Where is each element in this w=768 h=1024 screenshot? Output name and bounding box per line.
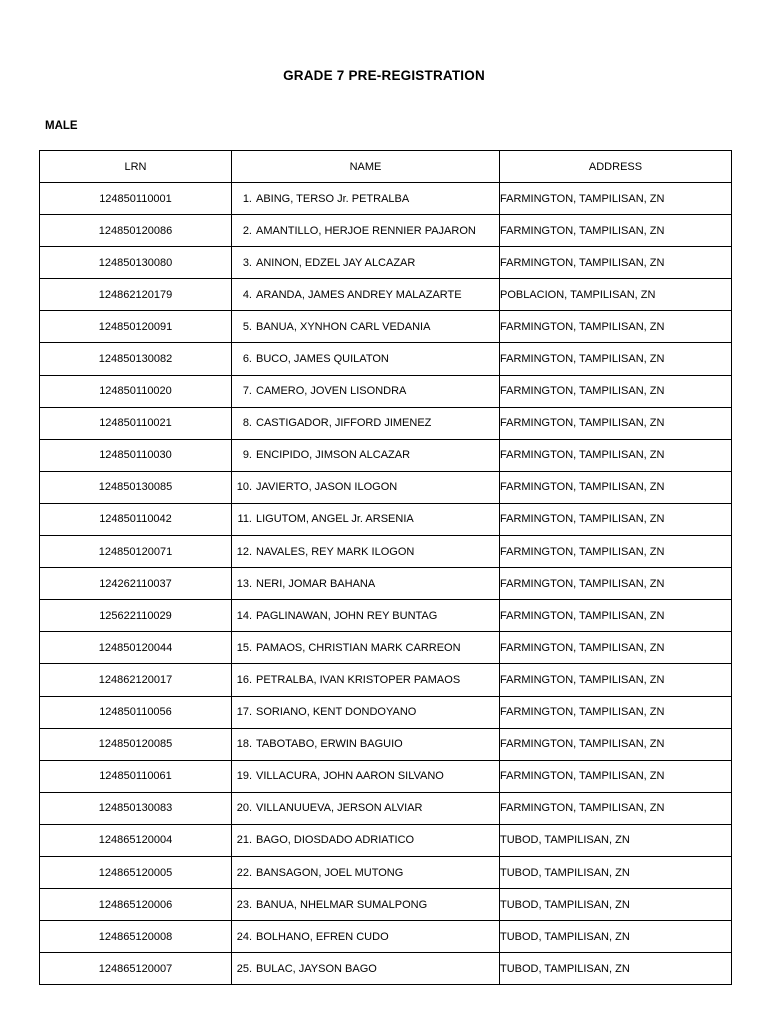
cell-name [232,664,500,696]
cell-name [232,728,500,760]
cell-lrn: 124862120179 [40,279,232,311]
table-row [40,311,732,343]
header-lrn: LRN [40,151,232,183]
row-number: 14. [236,609,252,622]
row-number: 11. [237,513,252,526]
table-row [40,953,732,985]
cell-lrn: 124262110037 [40,568,232,600]
cell-name [232,439,500,471]
table-row [40,824,732,856]
student-name: BOLHANO, EFREN CUDO [256,930,389,943]
cell-name [232,760,500,792]
cell-name [232,568,500,600]
cell-lrn: 124865120005 [40,856,232,888]
header-name: NAME [232,151,500,183]
table-row [40,407,732,439]
row-number: 23. [236,898,252,911]
cell-lrn: 124850130083 [40,792,232,824]
cell-address: FARMINGTON, TAMPILISAN, ZN [500,215,732,247]
table-row [40,856,732,888]
cell-address: FARMINGTON, TAMPILISAN, ZN [500,375,732,407]
row-number: 15. [236,641,252,654]
table-row [40,664,732,696]
student-name: VILLANUUEVA, JERSON ALVIAR [256,802,423,815]
cell-lrn: 124862120017 [40,664,232,696]
cell-address: FARMINGTON, TAMPILISAN, ZN [500,536,732,568]
cell-address: TUBOD, TAMPILISAN, ZN [500,856,732,888]
cell-lrn: 124850110061 [40,760,232,792]
cell-name [232,311,500,343]
cell-name [232,375,500,407]
cell-name [232,247,500,279]
cell-address: FARMINGTON, TAMPILISAN, ZN [500,728,732,760]
row-number: 24. [236,930,252,943]
student-name: JAVIERTO, JASON ILOGON [256,481,398,494]
cell-lrn: 124850130082 [40,343,232,375]
table-row [40,792,732,824]
cell-lrn: 124850130085 [40,471,232,503]
cell-address: FARMINGTON, TAMPILISAN, ZN [500,407,732,439]
row-number: 12. [236,545,252,558]
row-number: 5. [242,320,252,333]
cell-lrn: 124850120091 [40,311,232,343]
row-number: 13. [236,577,252,590]
student-name: PETRALBA, IVAN KRISTOPER PAMAOS [256,673,461,686]
section-label: MALE [45,120,78,132]
cell-name [232,215,500,247]
row-number: 17. [236,706,252,719]
table-row [40,696,732,728]
student-name: BANUA, XYNHON CARL VEDANIA [256,320,431,333]
cell-lrn: 125622110029 [40,600,232,632]
cell-lrn: 124850130080 [40,247,232,279]
student-name: ANINON, EDZEL JAY ALCAZAR [256,256,416,269]
row-number: 10. [236,481,252,494]
student-name: ENCIPIDO, JIMSON ALCAZAR [256,449,411,462]
cell-address: FARMINGTON, TAMPILISAN, ZN [500,568,732,600]
cell-address: TUBOD, TAMPILISAN, ZN [500,953,732,985]
table-row [40,375,732,407]
student-name: NAVALES, REY MARK ILOGON [256,545,415,558]
cell-address: FARMINGTON, TAMPILISAN, ZN [500,471,732,503]
table-header-row [40,151,732,183]
cell-lrn: 124865120006 [40,889,232,921]
row-number: 22. [236,866,252,879]
document-title: GRADE 7 PRE-REGISTRATION [283,68,485,83]
row-number: 18. [236,738,252,751]
student-name: SORIANO, KENT DONDOYANO [256,706,417,719]
cell-address: TUBOD, TAMPILISAN, ZN [500,921,732,953]
cell-address: FARMINGTON, TAMPILISAN, ZN [500,311,732,343]
student-name: PAGLINAWAN, JOHN REY BUNTAG [256,609,438,622]
cell-name [232,600,500,632]
student-name: PAMAOS, CHRISTIAN MARK CARREON [256,641,461,654]
student-name: VILLACURA, JOHN AARON SILVANO [256,770,444,783]
cell-lrn: 124850110030 [40,439,232,471]
row-number: 19. [236,770,252,783]
table-row [40,568,732,600]
table-row [40,279,732,311]
row-number: 1. [242,192,252,205]
table-row [40,921,732,953]
student-name: ABING, TERSO Jr. PETRALBA [256,192,410,205]
table-row [40,247,732,279]
cell-name [232,889,500,921]
row-number: 9. [242,449,252,462]
row-number: 25. [236,962,252,975]
cell-address: FARMINGTON, TAMPILISAN, ZN [500,439,732,471]
cell-lrn: 124850110042 [40,503,232,535]
student-name: BULAC, JAYSON BAGO [256,962,377,975]
cell-address: FARMINGTON, TAMPILISAN, ZN [500,183,732,215]
student-name: BANSAGON, JOEL MUTONG [256,866,404,879]
cell-name [232,792,500,824]
table-row [40,889,732,921]
table-row [40,632,732,664]
table-row [40,215,732,247]
table-row [40,728,732,760]
row-number: 8. [242,417,252,430]
table-row [40,183,732,215]
table-row [40,600,732,632]
student-name: NERI, JOMAR BAHANA [256,577,376,590]
cell-lrn: 124850110021 [40,407,232,439]
row-number: 2. [242,224,252,237]
cell-name [232,696,500,728]
cell-address: FARMINGTON, TAMPILISAN, ZN [500,600,732,632]
cell-name [232,953,500,985]
cell-address: FARMINGTON, TAMPILISAN, ZN [500,760,732,792]
cell-name [232,471,500,503]
row-number: 21. [236,834,252,847]
table-row [40,536,732,568]
cell-name [232,856,500,888]
cell-address: FARMINGTON, TAMPILISAN, ZN [500,792,732,824]
cell-address: FARMINGTON, TAMPILISAN, ZN [500,696,732,728]
table-row [40,503,732,535]
row-number: 3. [242,256,252,269]
student-name: BAGO, DIOSDADO ADRIATICO [256,834,415,847]
student-name: LIGUTOM, ANGEL Jr. ARSENIA [256,513,414,526]
cell-name [232,407,500,439]
cell-address: TUBOD, TAMPILISAN, ZN [500,889,732,921]
cell-lrn: 124850120086 [40,215,232,247]
header-address: ADDRESS [500,151,732,183]
cell-name [232,279,500,311]
cell-address: FARMINGTON, TAMPILISAN, ZN [500,247,732,279]
cell-name [232,503,500,535]
cell-lrn: 124865120007 [40,953,232,985]
cell-lrn: 124850110001 [40,183,232,215]
row-number: 6. [242,353,252,366]
table-row [40,343,732,375]
cell-lrn: 124850120044 [40,632,232,664]
table-row [40,471,732,503]
cell-lrn: 124865120008 [40,921,232,953]
cell-lrn: 124850110056 [40,696,232,728]
student-name: TABOTABO, ERWIN BAGUIO [256,738,403,751]
cell-address: TUBOD, TAMPILISAN, ZN [500,824,732,856]
cell-name [232,343,500,375]
cell-name [232,632,500,664]
row-number: 20. [236,802,252,815]
cell-address: FARMINGTON, TAMPILISAN, ZN [500,343,732,375]
cell-address: FARMINGTON, TAMPILISAN, ZN [500,664,732,696]
table-row [40,439,732,471]
student-name: ARANDA, JAMES ANDREY MALAZARTE [256,288,462,301]
cell-lrn: 124850120085 [40,728,232,760]
registration-table [39,150,732,985]
cell-address: FARMINGTON, TAMPILISAN, ZN [500,632,732,664]
student-name: CASTIGADOR, JIFFORD JIMENEZ [256,417,432,430]
cell-name [232,536,500,568]
cell-lrn: 124865120004 [40,824,232,856]
cell-address: POBLACION, TAMPILISAN, ZN [500,279,732,311]
row-number: 7. [242,385,252,398]
cell-name [232,824,500,856]
cell-name [232,921,500,953]
cell-lrn: 124850110020 [40,375,232,407]
table-row [40,760,732,792]
row-number: 16. [236,673,252,686]
cell-address: FARMINGTON, TAMPILISAN, ZN [500,503,732,535]
student-name: BANUA, NHELMAR SUMALPONG [256,898,428,911]
student-name: CAMERO, JOVEN LISONDRA [256,385,407,398]
row-number: 4. [242,288,252,301]
student-name: AMANTILLO, HERJOE RENNIER PAJARON [256,224,476,237]
student-name: BUCO, JAMES QUILATON [256,353,389,366]
cell-lrn: 124850120071 [40,536,232,568]
table-body [40,183,732,985]
cell-name [232,183,500,215]
